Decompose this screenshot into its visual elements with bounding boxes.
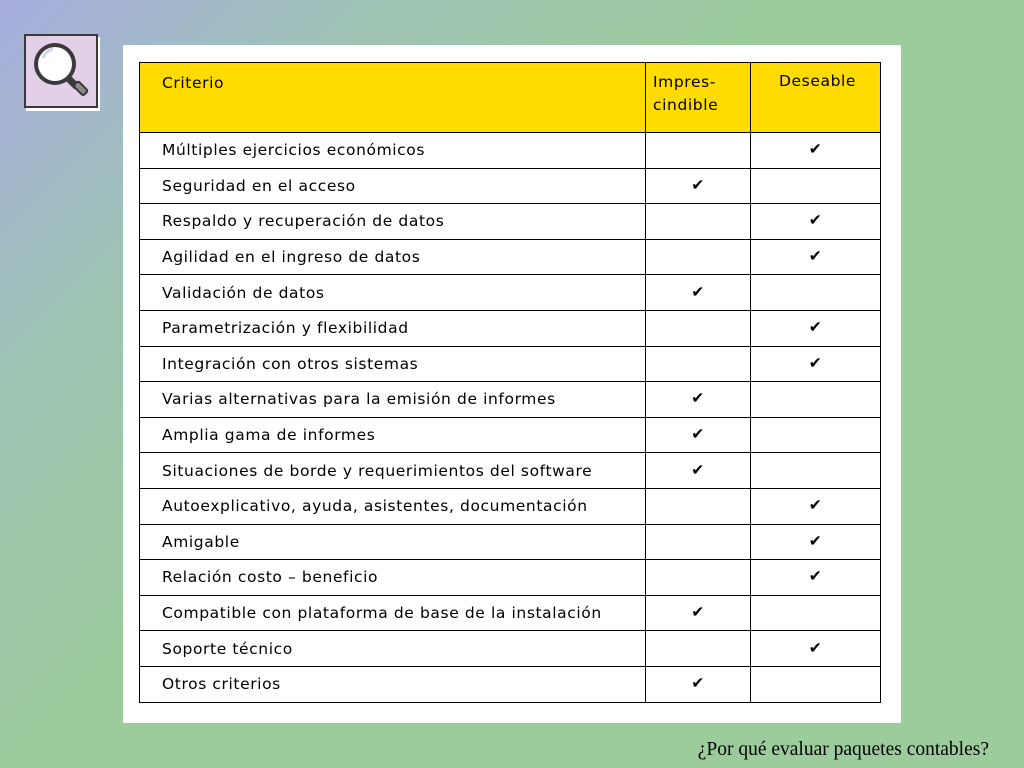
table-row — [140, 524, 881, 560]
table-row — [140, 133, 881, 169]
check-icon: ✔ — [808, 353, 823, 372]
header-criterio: Criterio — [140, 63, 646, 133]
table-row — [140, 595, 881, 631]
deseable-cell — [751, 382, 881, 418]
deseable-cell — [751, 631, 881, 667]
imprescindible-cell — [646, 488, 751, 524]
header-imprescindible — [646, 63, 751, 133]
check-icon: ✔ — [808, 567, 823, 586]
check-icon: ✔ — [808, 531, 823, 550]
criterio-cell: Amplia gama de informes — [140, 417, 646, 453]
check-icon: ✔ — [691, 460, 705, 479]
imprescindible-cell — [646, 524, 751, 560]
table-row — [140, 666, 881, 702]
criterio-cell: Validación de datos — [140, 275, 646, 311]
imprescindible-cell — [646, 133, 751, 169]
imprescindible-cell — [646, 453, 751, 489]
table-row — [140, 382, 881, 418]
deseable-cell — [751, 524, 881, 560]
magnifier-icon — [26, 36, 96, 106]
table-header-row — [140, 63, 881, 133]
imprescindible-cell — [646, 204, 751, 240]
criterio-cell: Integración con otros sistemas — [140, 346, 646, 382]
imprescindible-cell — [646, 168, 751, 204]
deseable-cell — [751, 133, 881, 169]
imprescindible-cell — [646, 239, 751, 275]
check-icon: ✔ — [691, 175, 705, 194]
check-icon: ✔ — [808, 318, 823, 337]
table-row — [140, 346, 881, 382]
table-row — [140, 168, 881, 204]
imprescindible-cell — [646, 275, 751, 311]
imprescindible-cell — [646, 417, 751, 453]
criterio-cell: Soporte técnico — [140, 631, 646, 667]
imprescindible-cell — [646, 595, 751, 631]
criterio-cell: Relación costo – beneficio — [140, 560, 646, 596]
deseable-cell — [751, 168, 881, 204]
table-row — [140, 560, 881, 596]
deseable-cell — [751, 275, 881, 311]
deseable-cell — [751, 488, 881, 524]
magnifier-logo — [24, 34, 98, 108]
header-imprescindible-line2: cindible — [653, 96, 719, 114]
check-icon: ✔ — [808, 638, 823, 657]
table-row — [140, 239, 881, 275]
check-icon: ✔ — [691, 389, 705, 408]
footer-caption: ¿Por qué evaluar paquetes contables? — [697, 739, 989, 760]
criterio-cell: Respaldo y recuperación de datos — [140, 204, 646, 240]
imprescindible-cell — [646, 382, 751, 418]
deseable-cell — [751, 310, 881, 346]
table-row — [140, 204, 881, 240]
deseable-cell — [751, 417, 881, 453]
imprescindible-cell — [646, 666, 751, 702]
criterio-cell: Varias alternativas para la emisión de informes — [140, 382, 646, 418]
criteria-panel — [123, 45, 901, 723]
check-icon: ✔ — [808, 140, 823, 159]
check-icon: ✔ — [808, 496, 823, 515]
header-deseable: Deseable — [751, 63, 881, 133]
criterio-cell: Situaciones de borde y requerimientos del software — [140, 453, 646, 489]
deseable-cell — [751, 239, 881, 275]
criterio-cell: Parametrización y flexibilidad — [140, 310, 646, 346]
imprescindible-cell — [646, 560, 751, 596]
table-row — [140, 310, 881, 346]
criteria-table — [139, 62, 881, 703]
criteria-body — [140, 133, 881, 703]
check-icon: ✔ — [808, 211, 823, 230]
deseable-cell — [751, 595, 881, 631]
check-icon: ✔ — [691, 282, 705, 301]
deseable-cell — [751, 204, 881, 240]
deseable-cell — [751, 346, 881, 382]
criterio-cell: Amigable — [140, 524, 646, 560]
check-icon: ✔ — [808, 247, 823, 266]
criterio-cell: Compatible con plataforma de base de la instalación — [140, 595, 646, 631]
criterio-cell: Seguridad en el acceso — [140, 168, 646, 204]
table-row — [140, 417, 881, 453]
deseable-cell — [751, 453, 881, 489]
imprescindible-cell — [646, 310, 751, 346]
imprescindible-cell — [646, 346, 751, 382]
criterio-cell: Agilidad en el ingreso de datos — [140, 239, 646, 275]
table-row — [140, 453, 881, 489]
table-row — [140, 488, 881, 524]
criterio-cell: Múltiples ejercicios económicos — [140, 133, 646, 169]
deseable-cell — [751, 560, 881, 596]
deseable-cell — [751, 666, 881, 702]
criterio-cell: Otros criterios — [140, 666, 646, 702]
table-row — [140, 631, 881, 667]
header-imprescindible-line1: Impres- — [653, 73, 716, 91]
check-icon: ✔ — [691, 425, 705, 444]
table-row — [140, 275, 881, 311]
imprescindible-cell — [646, 631, 751, 667]
check-icon: ✔ — [691, 603, 705, 622]
check-icon: ✔ — [691, 674, 705, 693]
criterio-cell: Autoexplicativo, ayuda, asistentes, documentación — [140, 488, 646, 524]
